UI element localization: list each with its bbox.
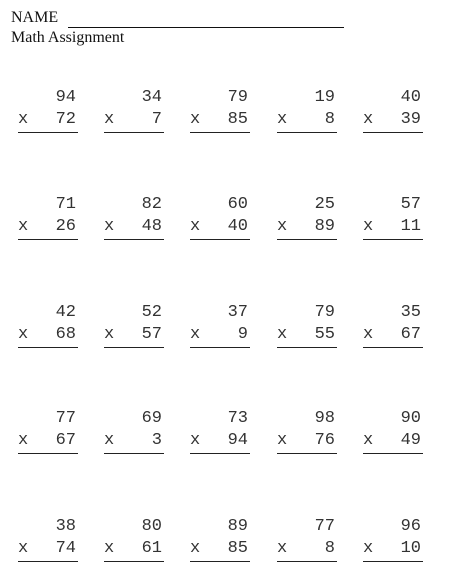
multiplicand: 96 <box>400 517 421 536</box>
multiplicand: 35 <box>400 303 421 322</box>
multiply-operator: x <box>190 325 201 344</box>
multiplication-problem <box>277 195 337 243</box>
multiplier: 85 <box>227 110 248 129</box>
multiply-operator: x <box>277 217 288 236</box>
multiplicand: 19 <box>314 88 335 107</box>
answer-line <box>190 453 250 454</box>
multiply-operator: x <box>104 431 115 450</box>
multiplication-problem <box>277 303 337 351</box>
multiplicand: 98 <box>314 409 335 428</box>
multiplication-problem <box>18 195 78 243</box>
answer-line <box>363 132 423 133</box>
multiplication-problem <box>277 88 337 136</box>
multiply-operator: x <box>363 110 374 129</box>
multiplicand: 37 <box>227 303 248 322</box>
multiplication-problem <box>363 517 423 565</box>
assignment-title: Math Assignment <box>11 29 125 46</box>
answer-line <box>104 561 164 562</box>
multiplication-problem <box>277 409 337 457</box>
multiplication-problem <box>363 409 423 457</box>
answer-line <box>104 347 164 348</box>
answer-line <box>104 453 164 454</box>
multiplier: 67 <box>400 325 421 344</box>
multiply-operator: x <box>190 431 201 450</box>
multiplier: 8 <box>324 539 335 558</box>
multiplicand: 34 <box>141 88 162 107</box>
multiply-operator: x <box>18 431 29 450</box>
multiplier: 49 <box>400 431 421 450</box>
multiply-operator: x <box>363 539 374 558</box>
multiplier: 94 <box>227 431 248 450</box>
multiplier: 48 <box>141 217 162 236</box>
multiplier: 68 <box>55 325 76 344</box>
multiplication-problem <box>104 88 164 136</box>
answer-line <box>277 132 337 133</box>
multiplicand: 25 <box>314 195 335 214</box>
multiplication-problem <box>363 195 423 243</box>
multiplication-problem <box>18 409 78 457</box>
multiplicand: 73 <box>227 409 248 428</box>
multiplication-problem <box>363 303 423 351</box>
multiplication-problem <box>104 517 164 565</box>
multiply-operator: x <box>277 110 288 129</box>
answer-line <box>363 453 423 454</box>
multiplication-problem <box>190 303 250 351</box>
multiplier: 55 <box>314 325 335 344</box>
multiplication-problem <box>190 409 250 457</box>
multiplicand: 94 <box>55 88 76 107</box>
answer-line <box>363 561 423 562</box>
multiplier: 85 <box>227 539 248 558</box>
answer-line <box>363 239 423 240</box>
multiplication-problem <box>277 517 337 565</box>
multiply-operator: x <box>277 431 288 450</box>
answer-line <box>190 347 250 348</box>
multiplicand: 69 <box>141 409 162 428</box>
answer-line <box>104 132 164 133</box>
multiplicand: 71 <box>55 195 76 214</box>
multiplicand: 77 <box>314 517 335 536</box>
name-label: NAME <box>11 9 59 26</box>
multiply-operator: x <box>104 539 115 558</box>
multiplicand: 57 <box>400 195 421 214</box>
multiplier: 10 <box>400 539 421 558</box>
multiply-operator: x <box>277 325 288 344</box>
multiplier: 9 <box>237 325 248 344</box>
multiplier: 67 <box>55 431 76 450</box>
multiply-operator: x <box>277 539 288 558</box>
multiplication-problem <box>18 303 78 351</box>
answer-line <box>18 453 78 454</box>
multiplication-problem <box>363 88 423 136</box>
multiplicand: 77 <box>55 409 76 428</box>
multiplicand: 90 <box>400 409 421 428</box>
multiplicand: 79 <box>314 303 335 322</box>
multiply-operator: x <box>18 110 29 129</box>
multiplier: 3 <box>151 431 162 450</box>
multiplicand: 80 <box>141 517 162 536</box>
multiply-operator: x <box>18 325 29 344</box>
multiplier: 26 <box>55 217 76 236</box>
multiply-operator: x <box>104 325 115 344</box>
answer-line <box>277 239 337 240</box>
answer-line <box>190 561 250 562</box>
multiplier: 72 <box>55 110 76 129</box>
answer-line <box>190 132 250 133</box>
multiplication-problem <box>18 88 78 136</box>
multiplier: 7 <box>151 110 162 129</box>
multiplier: 8 <box>324 110 335 129</box>
multiply-operator: x <box>363 217 374 236</box>
multiply-operator: x <box>190 217 201 236</box>
multiply-operator: x <box>363 325 374 344</box>
answer-line <box>277 347 337 348</box>
answer-line <box>190 239 250 240</box>
multiplicand: 52 <box>141 303 162 322</box>
multiplier: 89 <box>314 217 335 236</box>
multiplicand: 42 <box>55 303 76 322</box>
answer-line <box>18 347 78 348</box>
answer-line <box>18 132 78 133</box>
multiplicand: 82 <box>141 195 162 214</box>
multiplicand: 79 <box>227 88 248 107</box>
multiplication-problem <box>190 88 250 136</box>
multiplier: 57 <box>141 325 162 344</box>
multiplier: 61 <box>141 539 162 558</box>
multiplication-problem <box>104 409 164 457</box>
multiplier: 39 <box>400 110 421 129</box>
answer-line <box>18 239 78 240</box>
answer-line <box>104 239 164 240</box>
multiplier: 74 <box>55 539 76 558</box>
multiplicand: 60 <box>227 195 248 214</box>
answer-line <box>277 561 337 562</box>
multiplication-problem <box>104 195 164 243</box>
multiplier: 76 <box>314 431 335 450</box>
multiplier: 40 <box>227 217 248 236</box>
multiplicand: 38 <box>55 517 76 536</box>
multiplication-problem <box>104 303 164 351</box>
multiplication-problem <box>190 195 250 243</box>
answer-line <box>277 453 337 454</box>
multiply-operator: x <box>363 431 374 450</box>
multiply-operator: x <box>18 217 29 236</box>
multiplication-problem <box>190 517 250 565</box>
answer-line <box>363 347 423 348</box>
multiply-operator: x <box>190 110 201 129</box>
multiply-operator: x <box>18 539 29 558</box>
multiplicand: 89 <box>227 517 248 536</box>
multiply-operator: x <box>190 539 201 558</box>
answer-line <box>18 561 78 562</box>
multiplier: 11 <box>400 217 421 236</box>
multiply-operator: x <box>104 110 115 129</box>
multiplicand: 40 <box>400 88 421 107</box>
multiply-operator: x <box>104 217 115 236</box>
multiplication-problem <box>18 517 78 565</box>
